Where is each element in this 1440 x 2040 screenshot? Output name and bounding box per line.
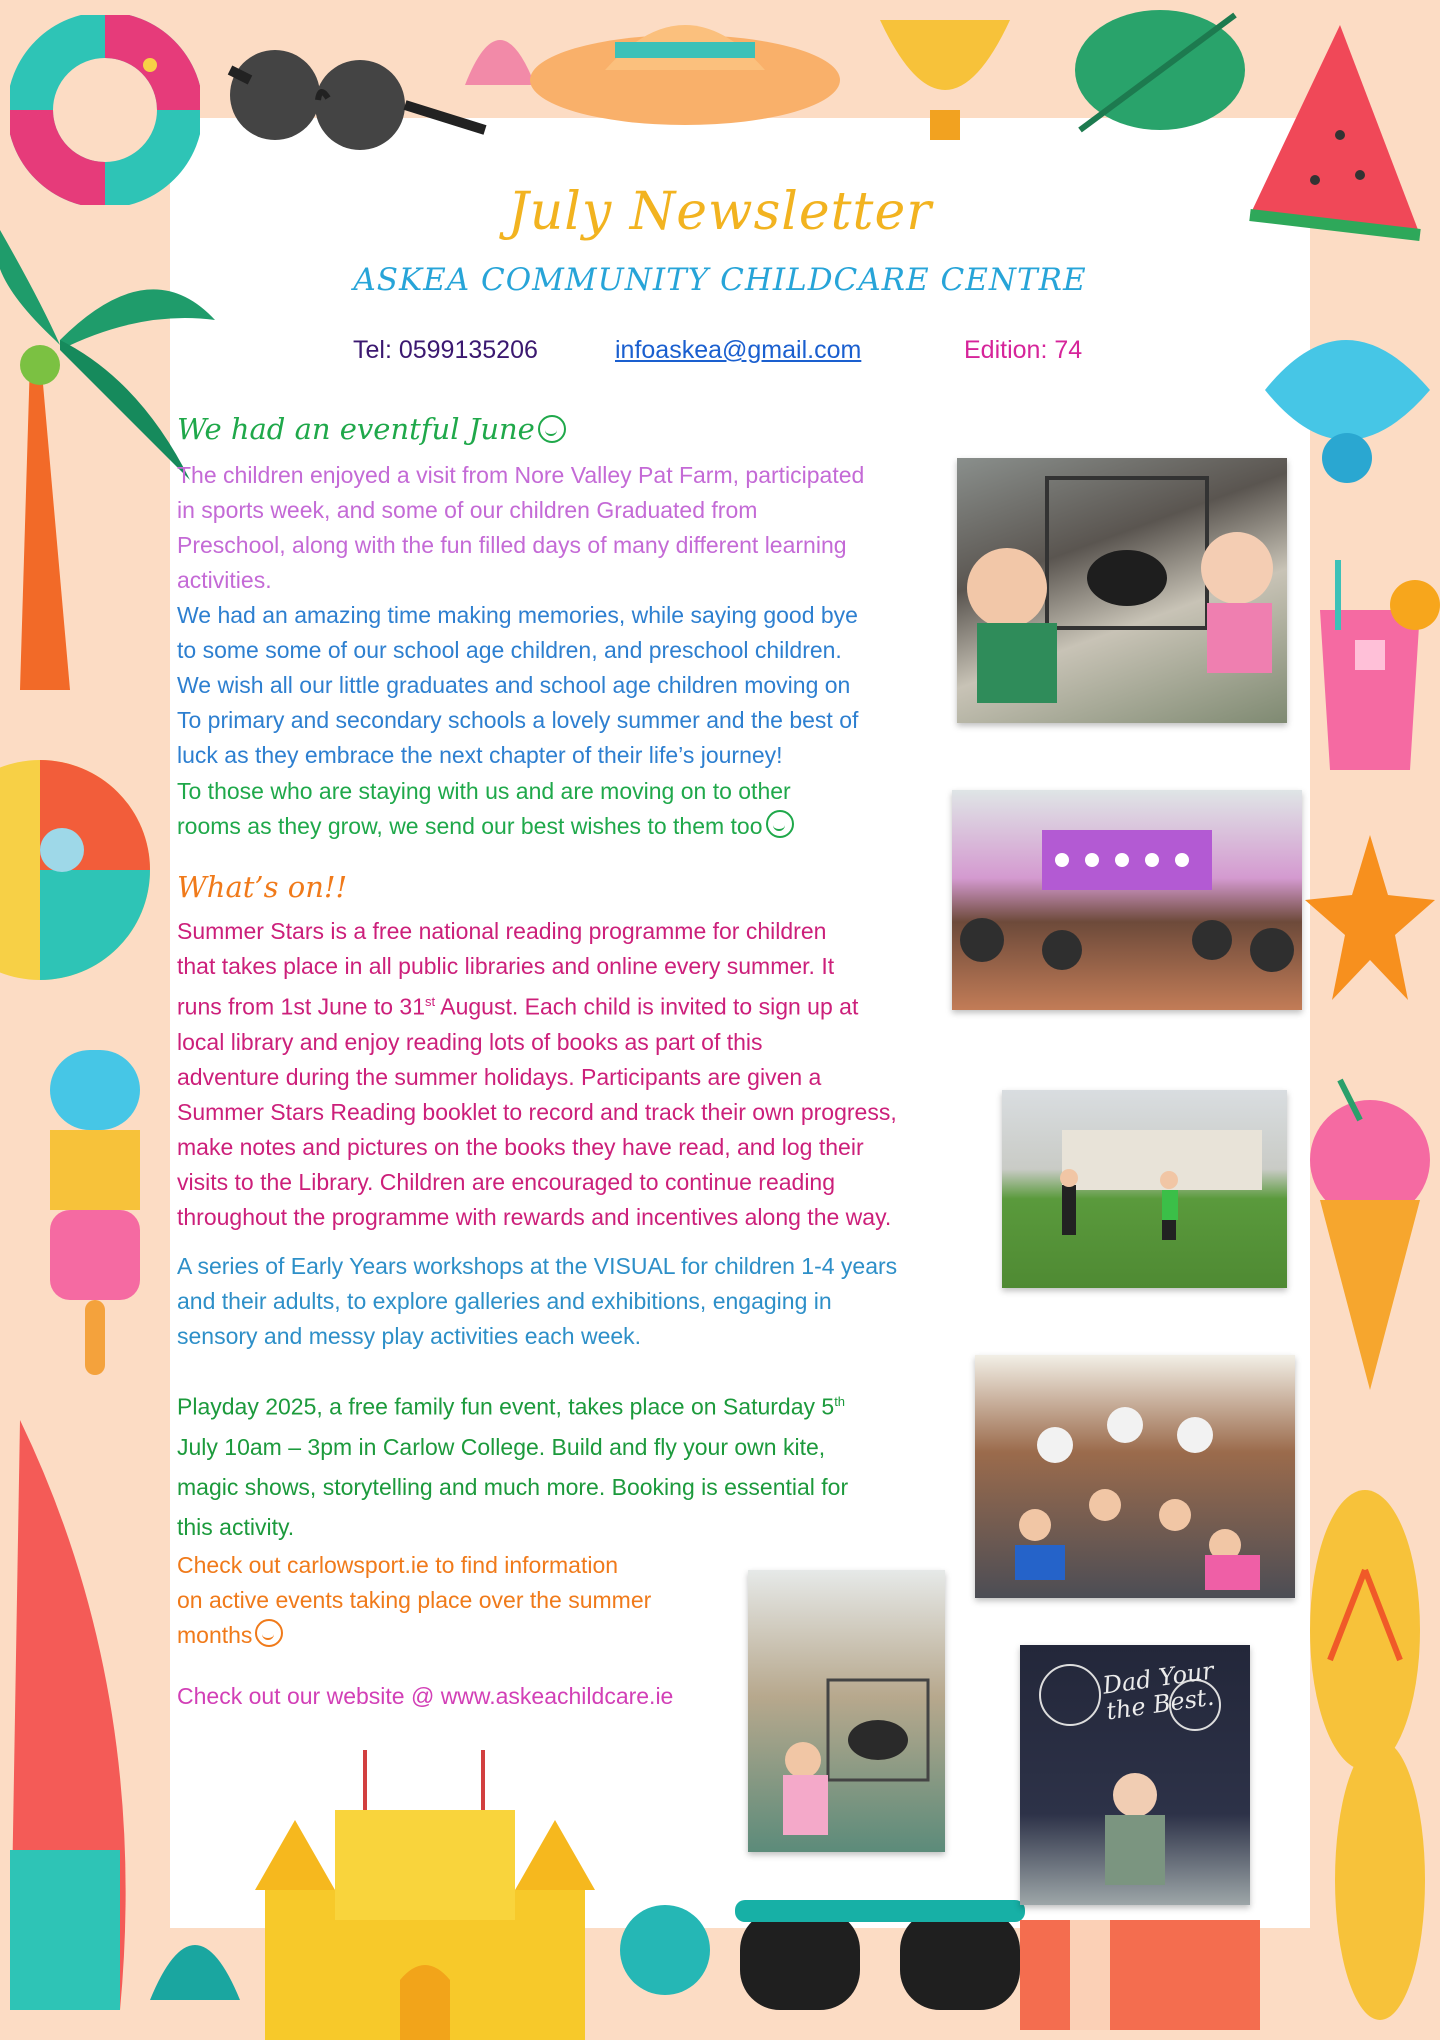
june-paragraph-farm: The children enjoyed a visit from Nore Valley Pat Farm, participated in sports week, and some of our children Graduated from Preschool, along with the fun filled days of many different learning activities.	[177, 462, 865, 593]
farm-animals-photo	[748, 1570, 945, 1852]
june-paragraph-wishes	[177, 774, 794, 844]
june-wishes-text: To those who are staying with us and are moving on to other rooms as they grow, we send our best wishes to them too	[177, 778, 791, 839]
popsicle-icon	[40, 1040, 150, 1380]
summer-stars-text-a: Summer Stars is a free national reading programme for children that takes place in all public libraries and online every summer. It runs from 1st June to 31	[177, 918, 835, 1020]
swim-ring-icon	[10, 15, 200, 205]
teal-sunglasses-icon	[730, 1890, 1030, 2040]
carlowsport-paragraph	[177, 1548, 651, 1653]
cocktail-glass-icon	[1300, 550, 1440, 780]
summer-stars-paragraph	[177, 914, 957, 1235]
towel-icon	[1010, 1910, 1270, 2040]
flip-flops-icon	[1290, 1460, 1440, 2030]
leaf-icon	[1060, 0, 1260, 150]
workshops-paragraph: A series of Early Years workshops at the VISUAL for children 1-4 years and their adults, to explore galleries and exhibitions, engaging in sensory and messy play activities each week.	[177, 1253, 898, 1349]
starfish-icon	[1300, 830, 1440, 1010]
farm-visit-photo	[957, 458, 1287, 723]
clam-shell-icon	[140, 1900, 250, 2030]
spiral-shell-icon	[610, 1880, 720, 2020]
carlowsport-text: Check out carlowsport.ie to find information on active events taking place over the summer months	[177, 1552, 652, 1648]
playday-text-a: Playday 2025, a free family fun event, takes place on Saturday 5	[177, 1393, 835, 1420]
playday-text-b: July 10am – 3pm in Carlow College. Build and fly your own kite, magic shows, storytelling and much more. Booking is essential for this activity.	[177, 1433, 849, 1540]
email-link[interactable]: infoaskea@gmail.com	[615, 336, 862, 364]
smiley-icon	[255, 1619, 283, 1647]
smiley-icon	[766, 810, 794, 838]
summer-stars-sup: st	[425, 994, 436, 1009]
edition-number: Edition: 74	[964, 336, 1083, 364]
summer-stars-text-b: August. Each child is invited to sign up at local library and enjoy reading lots of books as part of this adventure during the summer holidays. Participants are given a Summer Stars Reading booklet to record and track their own progress, make notes and pictures on the books they have read, and log their visits to the Library. Children are encouraged to continue reading throughout the programme with rewards and incentives along the way.	[177, 993, 897, 1230]
chalkboard-text: Dad Your the Best.	[1100, 1656, 1216, 1726]
whats-on-heading: What’s on!!	[177, 870, 348, 904]
beach-ball-icon	[0, 740, 160, 1000]
playday-sup: th	[834, 1394, 846, 1409]
surfboard-icon	[0, 1410, 150, 2030]
website-paragraph: Check out our website @ www.askeachildcare.ie	[177, 1683, 674, 1709]
sandcastle-icon	[235, 1740, 615, 2040]
sun-hat-icon	[525, 0, 845, 130]
smiley-icon	[538, 415, 566, 443]
june-paragraph-memories: We had an amazing time making memories, while saying good bye to some some of our school age children, and preschool children. We wish all our little graduates and school age children moving on To primary and secondary schools a lovely summer and the best of luck as they embrace the next chapter of their life’s journey!	[177, 602, 859, 768]
sports-week-photo	[1002, 1090, 1287, 1288]
graduation-photo	[952, 790, 1302, 1010]
playday-paragraph	[177, 1382, 848, 1547]
teddy-bears-photo	[975, 1355, 1295, 1598]
ice-cream-icon	[1300, 1060, 1440, 1400]
newsletter-title: July Newsletter	[507, 182, 933, 242]
scallop-shell-icon	[860, 0, 1030, 150]
organization-name: ASKEA COMMUNITY CHILDCARE CENTRE	[353, 262, 1087, 298]
june-heading-text: We had an eventful June	[177, 412, 535, 446]
fathers-day-photo	[1020, 1645, 1250, 1905]
telephone: Tel: 0599135206	[353, 336, 538, 364]
june-heading	[177, 412, 566, 446]
